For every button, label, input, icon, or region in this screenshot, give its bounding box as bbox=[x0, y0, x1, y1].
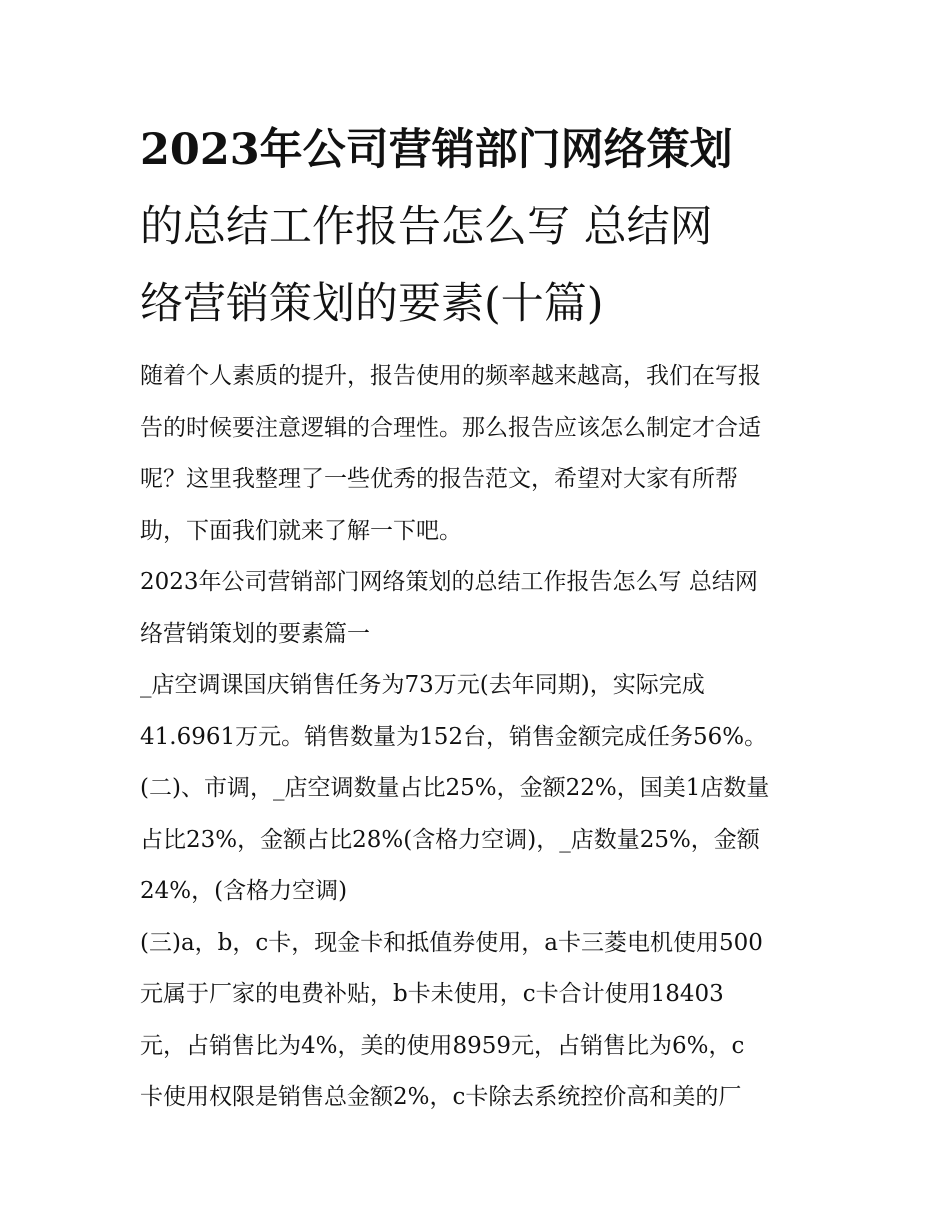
body-line: 24%，(含格力空调) bbox=[140, 878, 348, 904]
section-heading-line: 2023年公司营销部门网络策划的总结工作报告怎么写 总结网 bbox=[140, 569, 758, 595]
body-line: (三)a，b，c卡，现金卡和抵值券使用，a卡三菱电机使用500 bbox=[140, 929, 763, 956]
document-body bbox=[140, 351, 820, 1124]
body-line: 卡使用权限是销售总金额2%，c卡除去系统控价高和美的厂 bbox=[140, 1084, 742, 1110]
body-line: 元，占销售比为4%，美的使用8959元，占销售比为6%，c bbox=[140, 1032, 745, 1059]
title-line-1: 2023年公司营销部门网络策划 bbox=[140, 125, 733, 175]
body-line: 告的时候要注意逻辑的合理性。那么报告应该怎么制定才合适 bbox=[140, 414, 761, 441]
title-line-3: 络营销策划的要素(十篇) bbox=[140, 279, 604, 329]
body-line: 呢？这里我整理了一些优秀的报告范文，希望对大家有所帮 bbox=[140, 466, 738, 492]
body-line: 占比23%，金额占比28%(含格力空调)，_店数量25%，金额 bbox=[140, 826, 760, 853]
document-title bbox=[140, 112, 820, 343]
title-line-2: 的总结工作报告怎么写 总结网 bbox=[140, 202, 713, 252]
section-heading-line: 络营销策划的要素篇一 bbox=[140, 620, 370, 647]
body-line: 元属于厂家的电费补贴，b卡未使用，c卡合计使用18403 bbox=[140, 981, 724, 1007]
body-line: 随着个人素质的提升，报告使用的频率越来越高，我们在写报 bbox=[140, 363, 761, 389]
body-line: _店空调课国庆销售任务为73万元(去年同期)，实际完成 bbox=[140, 672, 705, 698]
body-line: (二)、市调，_店空调数量占比25%，金额22%，国美1店数量 bbox=[140, 775, 770, 801]
body-line: 助，下面我们就来了解一下吧。 bbox=[140, 517, 462, 544]
body-line: 41.6961万元。销售数量为152台，销售金额完成任务56%。 bbox=[140, 723, 768, 750]
document-page bbox=[140, 112, 820, 1124]
